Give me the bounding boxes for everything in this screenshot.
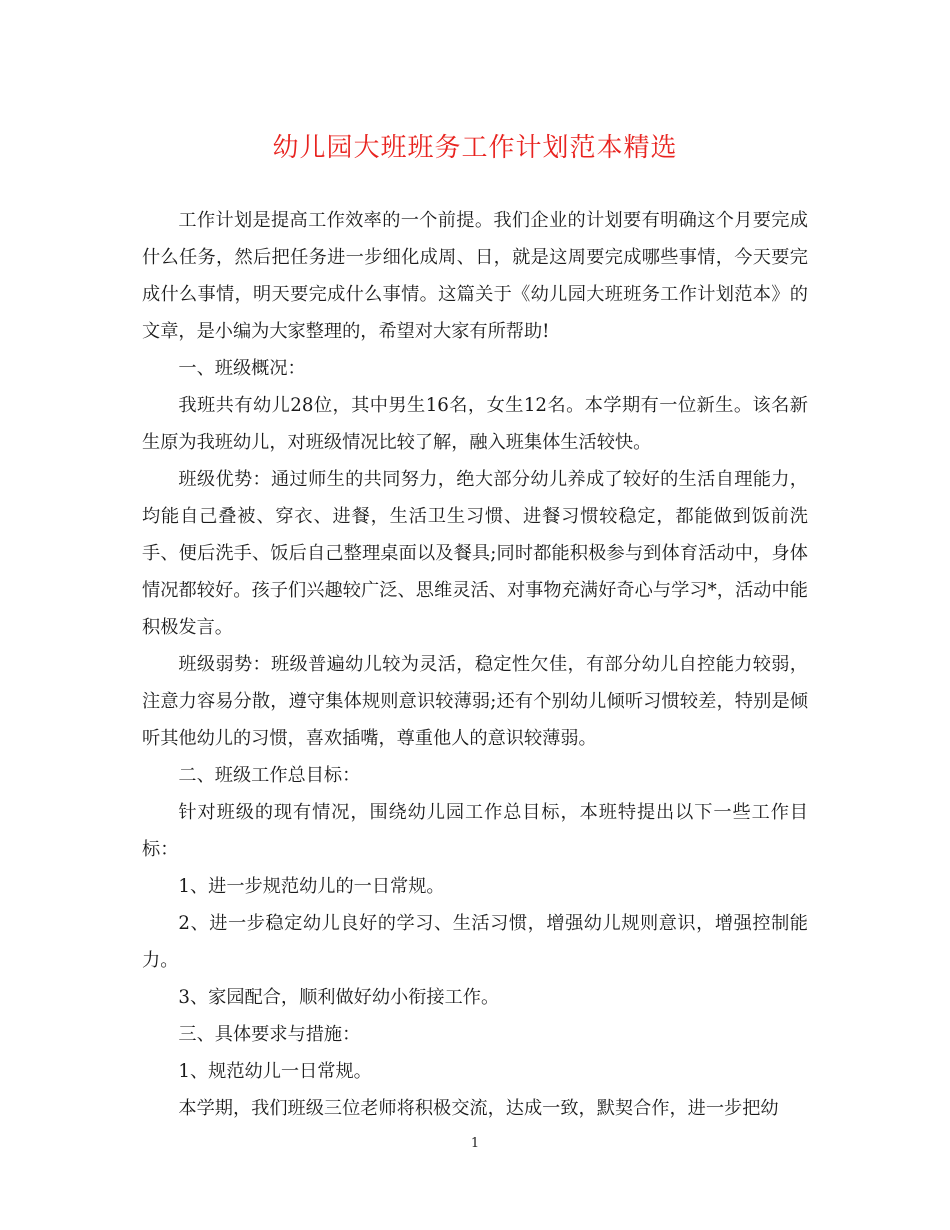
document-body bbox=[142, 202, 808, 1127]
paragraph-this-semester: 本学期，我们班级三位老师将积极交流，达成一致，默契合作，进一步把幼 bbox=[178, 1098, 779, 1119]
paragraph-goals-intro: 针对班级的现有情况，围绕幼儿园工作总目标，本班特提出以下一些工作目标： bbox=[142, 802, 808, 860]
paragraph-class-strengths: 班级优势：通过师生的共同努力，绝大部分幼儿养成了较好的生活自理能力，均能自己叠被、穿衣、进餐，生活卫生习惯、进餐习惯较稳定，都能做到饭前洗手、便后洗手、饭后自己整理桌面以及餐具;同时都能积极参与到体育活动中，身体情况都较好。孩子们兴趣较广泛、思维灵活、对事物充满好奇心与学习*，活动中能积极发言。 bbox=[142, 469, 808, 638]
paragraph-class-composition: 我班共有幼儿28位，其中男生16名，女生12名。本学期有一位新生。该名新生原为我班幼儿，对班级情况比较了解，融入班集体生活较快。 bbox=[142, 395, 808, 453]
section-heading-overall-goals: 二、班级工作总目标： bbox=[178, 765, 361, 786]
section-heading-class-overview: 一、班级概况： bbox=[178, 358, 306, 379]
goal-item-3: 3、家园配合，顺利做好幼小衔接工作。 bbox=[178, 987, 500, 1008]
page-number: 1 bbox=[470, 1136, 480, 1151]
section-heading-requirements: 三、具体要求与措施： bbox=[178, 1024, 361, 1045]
document-title: 幼儿园大班班务工作计划范本精选 bbox=[272, 133, 678, 163]
requirement-item-1: 1、规范幼儿一日常规。 bbox=[178, 1061, 372, 1082]
goal-item-2: 2、进一步稳定幼儿良好的学习、生活习惯，增强幼儿规则意识，增强控制能力。 bbox=[142, 913, 808, 971]
goal-item-1: 1、进一步规范幼儿的一日常规。 bbox=[178, 876, 445, 897]
paragraph-class-weaknesses: 班级弱势：班级普遍幼儿较为灵活，稳定性欠佳，有部分幼儿自控能力较弱，注意力容易分散，遵守集体规则意识较薄弱;还有个别幼儿倾听习惯较差，特别是倾听其他幼儿的习惯，喜欢插嘴，尊重他人的意识较薄弱。 bbox=[142, 654, 808, 749]
intro-paragraph: 工作计划是提高工作效率的一个前提。我们企业的计划要有明确这个月要完成什么任务，然后把任务进一步细化成周、日，就是这周要完成哪些事情，今天要完成什么事情，明天要完成什么事情。这篇关于《幼儿园大班班务工作计划范本》的文章，是小编为大家整理的，希望对大家有所帮助! bbox=[142, 210, 808, 342]
